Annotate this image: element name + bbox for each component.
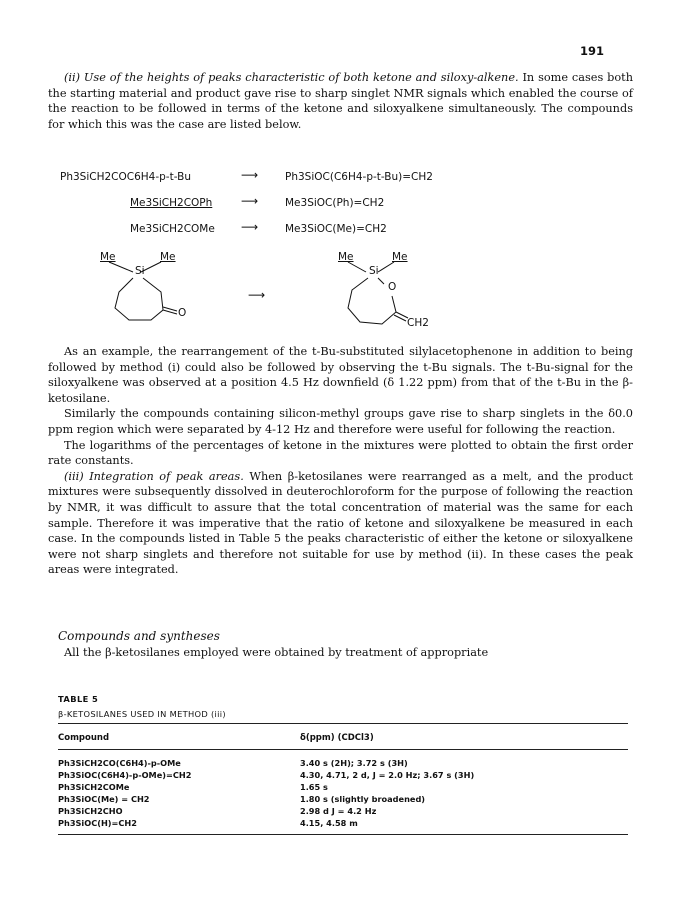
table-row-compound: Ph3SiCH2CHO [58,806,123,816]
scheme-row-1-product: Ph3SiOC(C6H4-p-t-Bu)=CH2 [285,171,433,183]
table-row-shift: 3.40 s (2H); 3.72 s (3H) [300,758,408,768]
arrow-icon: ⟶ [248,288,266,302]
method-iii-heading: (iii) Integration of peak areas. [64,469,244,483]
paragraph-silicon-methyl: Similarly the compounds containing silicon-methyl groups gave rise to sharp singlets in the δ0.0 ppm region which were separated by 4-12 Hz and therefore were useful for following the reaction. [48,407,633,436]
method-ii-body: In some cases both the starting material and product gave rise to sharp singlet NMR signals which enabled the course of the reaction to be followed in terms of the ketone and siloxyalkene simultaneously. The compounds for which this was the case are listed below. [48,71,633,131]
body-text [48,344,633,578]
ring-left-o: O [178,307,187,319]
table-row-shift: 2.98 d J = 4.2 Hz [300,806,377,816]
table-row-shift: 1.65 s [300,782,328,792]
table-row-compound: Ph3SiCH2CO(C6H4)-p-OMe [58,758,181,768]
paragraph-logarithms: The logarithms of the percentages of ketone in the mixtures were plotted to obtain the first order rate constants. [48,438,633,468]
table-header-rule [58,749,628,750]
arrow-icon: ⟶ [241,220,259,234]
ring-left-me2: Me [160,251,176,263]
table-title: TABLE 5 [58,694,99,704]
method-ii-heading: (ii) Use of the heights of peaks characteristic of both ketone and siloxy-alkene. [64,71,519,84]
table-subtitle: β-KETOSILANES USED IN METHOD (iii) [58,709,226,719]
ring-left-me1: Me [100,251,116,263]
table-header-shift: δ(ppm) (CDCl3) [300,733,374,743]
table-row-compound: Ph3SiCH2COMe [58,782,130,792]
table-row-shift: 4.30, 4.71, 2 d, J = 2.0 Hz; 3.67 s (3H) [300,770,475,780]
ring-right-me1: Me [338,251,354,263]
method-iii-body: When β-ketosilanes were rearranged as a melt, and the product mixtures were subsequently dissolved in deuterochloroform for the purpose of following the reaction by NMR, it was difficult to assure that the total concentration of material was the same for each sample. Therefore it was imperative that the ratio of ketone and siloxyalkene be measured in each case. In the compounds listed in Table 5 the peaks characteristic of either the ketone or siloxyalkene were not sharp singlets and therefore not suitable for use by method (ii). In these cases the peak areas were integrated. [48,469,633,577]
scheme-row-3-reactant: Me3SiCH2COMe [130,223,215,235]
scheme-row-2-reactant: Me3SiCH2COPh [130,197,213,209]
ring-right-ch2: CH2 [407,317,429,329]
table-top-rule [58,723,628,724]
table-bottom-rule [58,834,628,835]
table-row-compound: Ph3SiOC(C6H4)-p-OMe)=CH2 [58,770,192,780]
table-row-compound: Ph3SiOC(Me) = CH2 [58,794,150,804]
paragraph-tbu-example: As an example, the rearrangement of the t-Bu-substituted silylacetophenone in addition to being followed by method (i) could also be followed by observing the t-Bu signals. The t-Bu-signal for the siloxyalkene was observed at a position 4.5 Hz downfield (δ 1.22 ppm) from that of the t-Bu in the β-ketosilane. [48,345,633,405]
paragraph-syntheses: All the β-ketosilanes employed were obtained by treatment of appropriate [64,646,489,659]
scheme-row-2-product: Me3SiOC(Ph)=CH2 [285,197,385,209]
page-number: 191 [579,44,604,58]
table-row-shift: 1.80 s (slightly broadened) [300,794,426,804]
table-header-compound: Compound [58,733,110,743]
section-heading: Compounds and syntheses [58,629,220,643]
table-row-compound: Ph3SiOC(H)=CH2 [58,818,137,828]
silacycloheptanone-structure [95,252,205,332]
scheme-row-3-product: Me3SiOC(Me)=CH2 [285,223,387,235]
arrow-icon: ⟶ [241,194,259,208]
ring-left-si: Si [135,265,145,277]
ring-right-si: Si [369,265,379,277]
table-row-shift: 4.15, 4.58 m [300,818,358,828]
ring-right-o: O [388,281,397,293]
ring-right-me2: Me [392,251,408,263]
arrow-icon: ⟶ [241,168,259,182]
paragraph-method-ii [48,70,633,132]
scheme-row-1-reactant: Ph3SiCH2COC6H4-p-t-Bu [60,171,191,183]
